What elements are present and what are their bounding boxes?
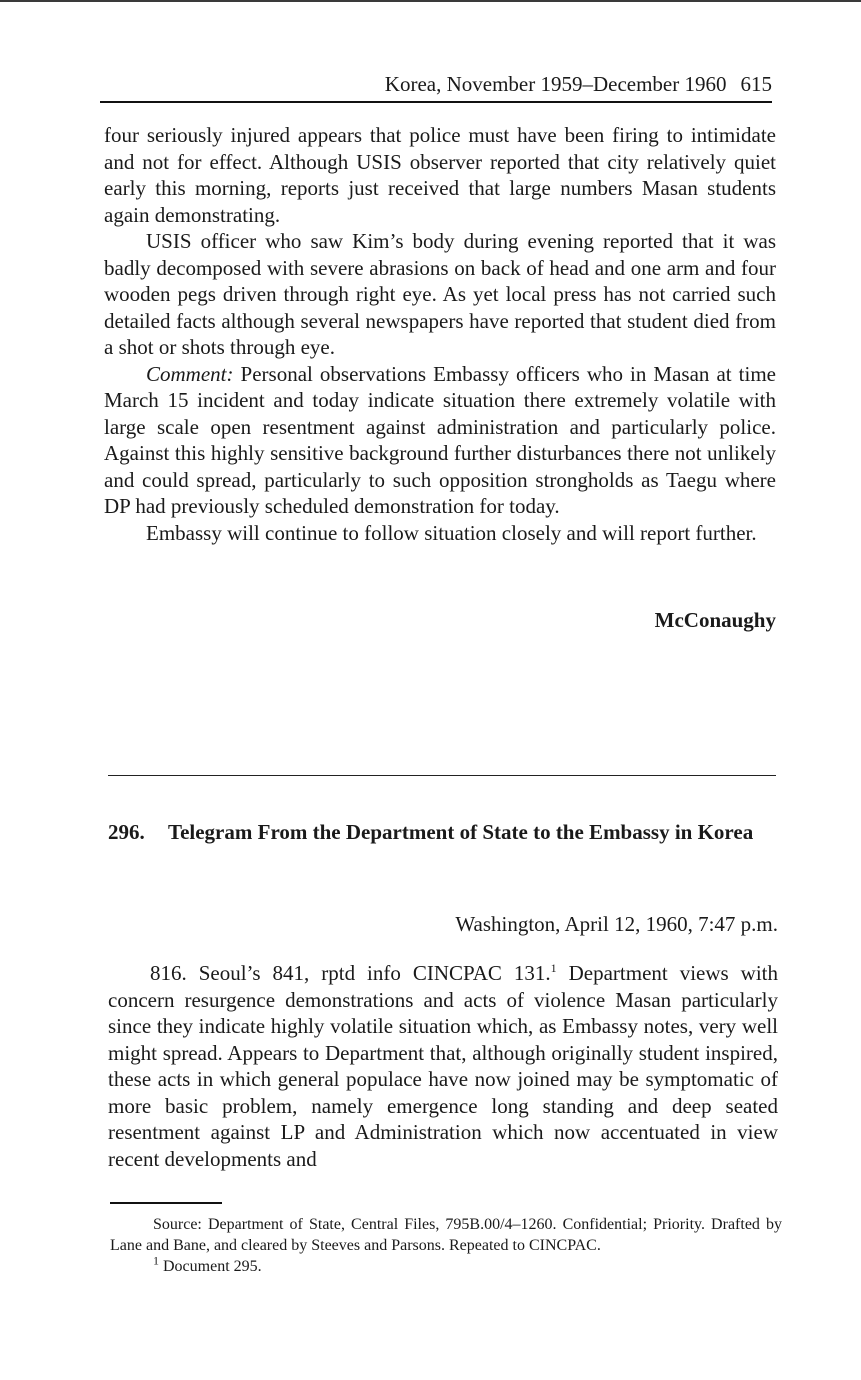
running-title: Korea, November 1959–December 1960 <box>384 72 727 96</box>
scan-edge <box>0 0 861 2</box>
source-note: Source: Department of State, Central Files, 795B.00/4–1260. Confidential; Priority. Drafted by Lane and Bane, and cleared by Steeves and Parsons. Repeated to CINCPAC. <box>110 1216 782 1254</box>
paragraph-closing: Embassy will continue to follow situation closely and will report further. <box>146 520 757 545</box>
document-heading <box>108 818 776 846</box>
telegram-text: Department views with concern resurgence demonstrations and acts of violence Masan particularly since they indicate highly volatile situation which, as Embassy notes, very well might spread. Appears to Department that, although originally student inspired, these acts in which general populace have now joined may be symptomatic of more basic problem, namely emergence long standing and deep seated resentment against LP and Administration which now accentuated in view recent developments and <box>108 961 779 1171</box>
footnote-reference: 1 <box>550 961 557 975</box>
document-number: 296. <box>108 820 145 844</box>
dateline: Washington, April 12, 1960, 7:47 p.m. <box>455 912 778 936</box>
telegram-opening: 816. Seoul’s 841, rptd info CINCPAC 131. <box>150 961 551 985</box>
signature: McConaughy <box>654 608 776 632</box>
page-number: 615 <box>740 72 772 96</box>
paragraph-usis-observation: USIS officer who saw Kim’s body during evening reported that it was badly decomposed with severe abrasions on back of head and one arm and four wooden pegs driven through right eye. As yet local press has not carried such detailed facts although several newspapers have reported that student died from a shot or shots through eye. <box>104 229 776 359</box>
footnotes <box>110 1214 782 1277</box>
header-rule <box>100 101 772 103</box>
document-body <box>108 960 778 1172</box>
footnote-1 <box>110 1253 782 1277</box>
paragraph-continuation: four seriously injured appears that police must have been firing to intimidate and not for effect. Although USIS observer reported that city relatively quiet early this morning, reports just received that large numbers Masan students again demonstrating. <box>104 123 776 227</box>
paragraph-comment <box>104 361 776 520</box>
footnote-marker: 1 <box>153 1253 159 1268</box>
document-title: Telegram From the Department of State to the Embassy in Korea <box>168 820 754 844</box>
previous-document-text <box>104 122 776 546</box>
section-divider <box>108 775 776 776</box>
footnote-1-text: Document 295. <box>159 1258 262 1275</box>
footnote-rule <box>110 1202 222 1204</box>
comment-text: Personal observations Embassy officers who in Masan at time March 15 incident and today indicate situation there extremely volatile with large scale open resentment against administration and particularly police. Against this highly sensitive background further disturbances there not unlikely and could spread, particularly to such opposition strongholds as Taegu where DP had previously scheduled demonstration for today. <box>104 361 776 518</box>
telegram-paragraph <box>108 960 778 1172</box>
running-header <box>100 70 772 100</box>
comment-label: Comment: <box>146 361 234 386</box>
